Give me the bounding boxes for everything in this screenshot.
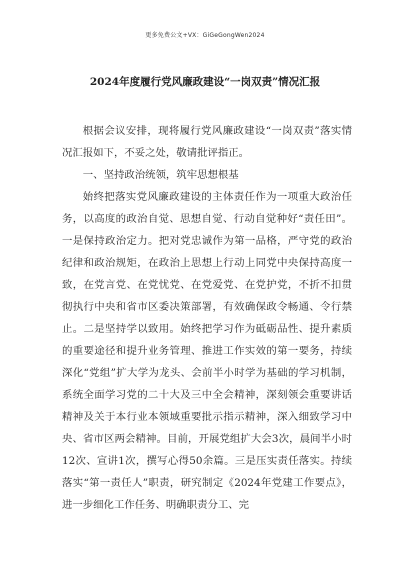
header-note: 更多免费公文+VX：GiGeGongWen2024 [145, 32, 265, 39]
document-body [62, 120, 352, 516]
body-paragraph-1: 始终把落实党风廉政建设的主体责任作为一项重大政治任务，以高度的政治自觉、思想自觉、行动自觉种好“责任田”。一是保持政治定力。把对党忠诚作为第一品格，严守党的政治纪律和政治规矩，在政治上思想上行动上同党中央保持高度一致，在党言党、在党忧党、在党爱党、在党护党，不折不扣贯彻执行中央和省市区委决策部署，有效确保政令畅通、令行禁止。二是坚持学以致用。始终把学习作为砥砺品性、提升素质的重要途径和提升业务管理、推进工作实效的第一要务，持续深化“党组”扩大学为龙头、会前半小时学为基础的学习机制，系统全面学习党的二十大及三中全会精神，深刻领会重要讲话精神及关于本行业本领域重要批示指示精神，深入细致学习中央、省市区两会精神。目前，开展党组扩大会3次，晨间半小时12次、宣讲1次，撰写心得50余篇。三是压实责任落实。持续落实“第一责任人”职责，研究制定《2024年党建工作要点》，进一步细化工作任务、明确职责分工、完 [62, 191, 352, 511]
body-paragraph-intro: 根据会议安排，现将履行党风廉政建设“一岗双责”落实情况汇报如下，不妥之处，敬请批评指正。 [62, 125, 352, 159]
document-title: 2024年度履行党风廉政建设“一岗双责”情况汇报 [89, 76, 321, 88]
section-heading-1: 一、坚持政治统领，筑牢思想根基 [82, 169, 239, 181]
